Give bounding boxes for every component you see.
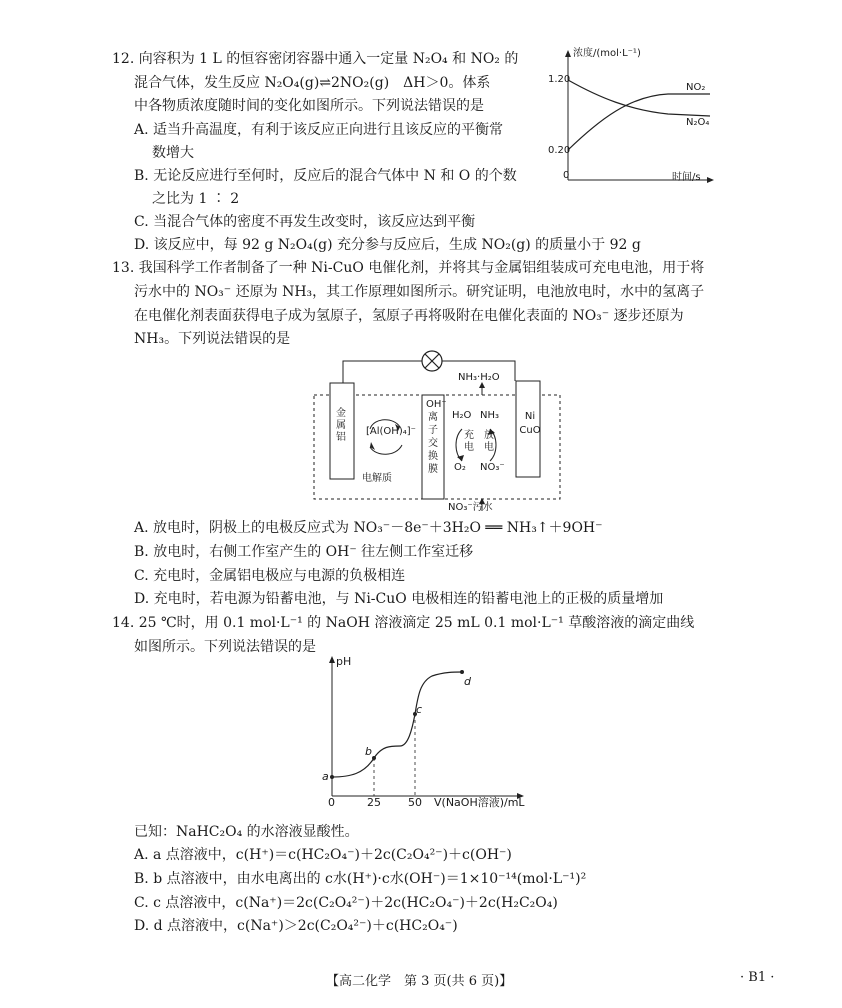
q14-option-d: D. d 点溶液中，c(Na⁺)＞2c(C₂O₄²⁻)＋c(HC₂O₄⁻) (134, 918, 458, 934)
q13-discharge: 放电 (484, 430, 494, 453)
q12-option-d: D. 该反应中，每 92 g N₂O₄(g) 充分参与反应后，生成 NO₂(g) 的质量小于 92 g (134, 237, 641, 253)
q14-point-d-dot (460, 670, 464, 674)
q14-stem-line-1: 14. 25 ℃时，用 0.1 mol·L⁻¹ 的 NaOH 溶液滴定 25 mL 0.1 mol·L⁻¹ 草酸溶液的滴定曲线 (112, 615, 695, 631)
q14-xlabel: V(NaOH溶液)/mL (434, 796, 525, 809)
q14-ylabel: pH (336, 655, 352, 668)
q13-right-electrode-label: Ni CuO (519, 411, 541, 436)
q13-stem-line-3: 在电催化剂表面获得电子成为氢原子，氢原子再将吸附在电催化表面的 NO₃⁻ 逐步还原为 (134, 308, 684, 324)
q14-point-b: b (365, 745, 372, 758)
q14-point-d: d (464, 675, 471, 688)
q14-option-a: A. a 点溶液中，c(H⁺)＝c(HC₂O₄⁻)＋2c(C₂O₄²⁻)＋c(OH⁻) (134, 847, 512, 863)
q13-option-b: B. 放电时，右侧工作室产生的 OH⁻ 往左侧工作室迁移 (134, 544, 474, 560)
q12-option-b: B. 无论反应进行至何时，反应后的混合气体中 N 和 O 的个数 (134, 168, 517, 184)
q13-stem-line-2: 污水中的 NO₃⁻ 还原为 NH₃，其工作原理如图所示。研究证明，电池放电时，水中的氢离子 (134, 284, 705, 300)
q12-xlabel: 时间/s (672, 172, 701, 183)
q12-option-a-cont: 数增大 (152, 145, 194, 161)
q14-tick-50: 50 (408, 796, 422, 809)
q13-h2o: H₂O (452, 410, 472, 421)
q12-n2o4-label: N₂O₄ (686, 117, 710, 128)
q13-inlet: NO₃⁻污水 (448, 502, 493, 513)
q13-left-electrode-label: 金属铝 (336, 408, 346, 443)
q13-stem-line-1: 13. 我国科学工作者制备了一种 Ni-CuO 电催化剂，并将其与金属铝组装成可充电电池，用于将 (112, 260, 705, 276)
q14-stem-line-2: 如图所示。下列说法错误的是 (134, 639, 316, 655)
q12-no2-label: NO₂ (686, 82, 706, 93)
q13-option-a: A. 放电时，阴极上的电极反应式为 NO₃⁻－8e⁻＋3H₂O ══ NH₃↑＋9OH⁻ (134, 520, 603, 536)
q14-titration-curve (332, 672, 462, 777)
q14-given: 已知：NaHC₂O₄ 的水溶液显酸性。 (134, 824, 359, 840)
q13-o2: O₂ (454, 462, 466, 473)
q14-option-b: B. b 点溶液中，由水电离出的 c水(H⁺)·c水(OH⁻)＝1×10⁻¹⁴(mol·L⁻¹)² (134, 871, 587, 887)
q13-nh3: NH₃ (480, 410, 500, 421)
q13-option-c: C. 充电时，金属铝电极应与电源的负极相连 (134, 568, 406, 584)
q14-point-b-dot (372, 756, 376, 760)
q14-tick-25: 25 (367, 796, 381, 809)
q13-membrane-label: OH⁻离子交换膜 (426, 399, 447, 475)
q14-point-c: c (416, 703, 423, 716)
q12-stem-line-2: 混合气体，发生反应 N₂O₄(g)⇌2NO₂(g) ΔH＞0。体系 (134, 75, 491, 91)
q12-stem-line-1: 12. 向容积为 1 L 的恒容密闭容器中通入一定量 N₂O₄ 和 NO₂ 的 (112, 51, 519, 67)
q13-product-top: NH₃·H₂O (458, 372, 500, 383)
q14-option-c: C. c 点溶液中，c(Na⁺)＝2c(C₂O₄²⁻)＋2c(HC₂O₄⁻)＋2c(H₂C₂O₄) (134, 895, 558, 911)
q12-option-b-cont: 之比为 1 ∶ 2 (152, 191, 240, 207)
q13-charge: 充电 (464, 430, 474, 453)
q12-stem-line-3: 中各物质浓度随时间的变化如图所示。下列说法错误的是 (134, 98, 484, 114)
q13-complex-ion: [Al(OH)₄]⁻ (366, 426, 416, 437)
footer-page-info: 【高二化学 第 3 页(共 6 页)】 (326, 974, 513, 989)
q13-stem-line-4: NH₃。下列说法错误的是 (134, 331, 291, 347)
q12-option-c: C. 当混合气体的密度不再发生改变时，该反应达到平衡 (134, 214, 476, 230)
q14-tick-0: 0 (328, 796, 335, 809)
q13-option-d: D. 充电时，若电源为铅蓄电池，与 Ni-CuO 电极相连的铅蓄电池上的正极的质量增加 (134, 591, 664, 607)
q14-titration-graph (320, 650, 550, 800)
q14-point-a-dot (330, 775, 334, 779)
q12-y-tick-low: 0.20 (548, 145, 571, 156)
q13-electrolyte: 电解质 (362, 473, 392, 484)
footer-code: · B1 · (740, 970, 775, 985)
q13-no3: NO₃⁻ (480, 462, 505, 473)
q12-origin: 0 (563, 170, 570, 181)
q12-option-a: A. 适当升高温度，有利于该反应正向进行且该反应的平衡常 (134, 122, 504, 138)
q12-y-tick-high: 1.20 (548, 74, 571, 85)
q12-ylabel: 浓度/(mol·L⁻¹) (573, 48, 641, 59)
q14-point-a: a (322, 770, 329, 783)
